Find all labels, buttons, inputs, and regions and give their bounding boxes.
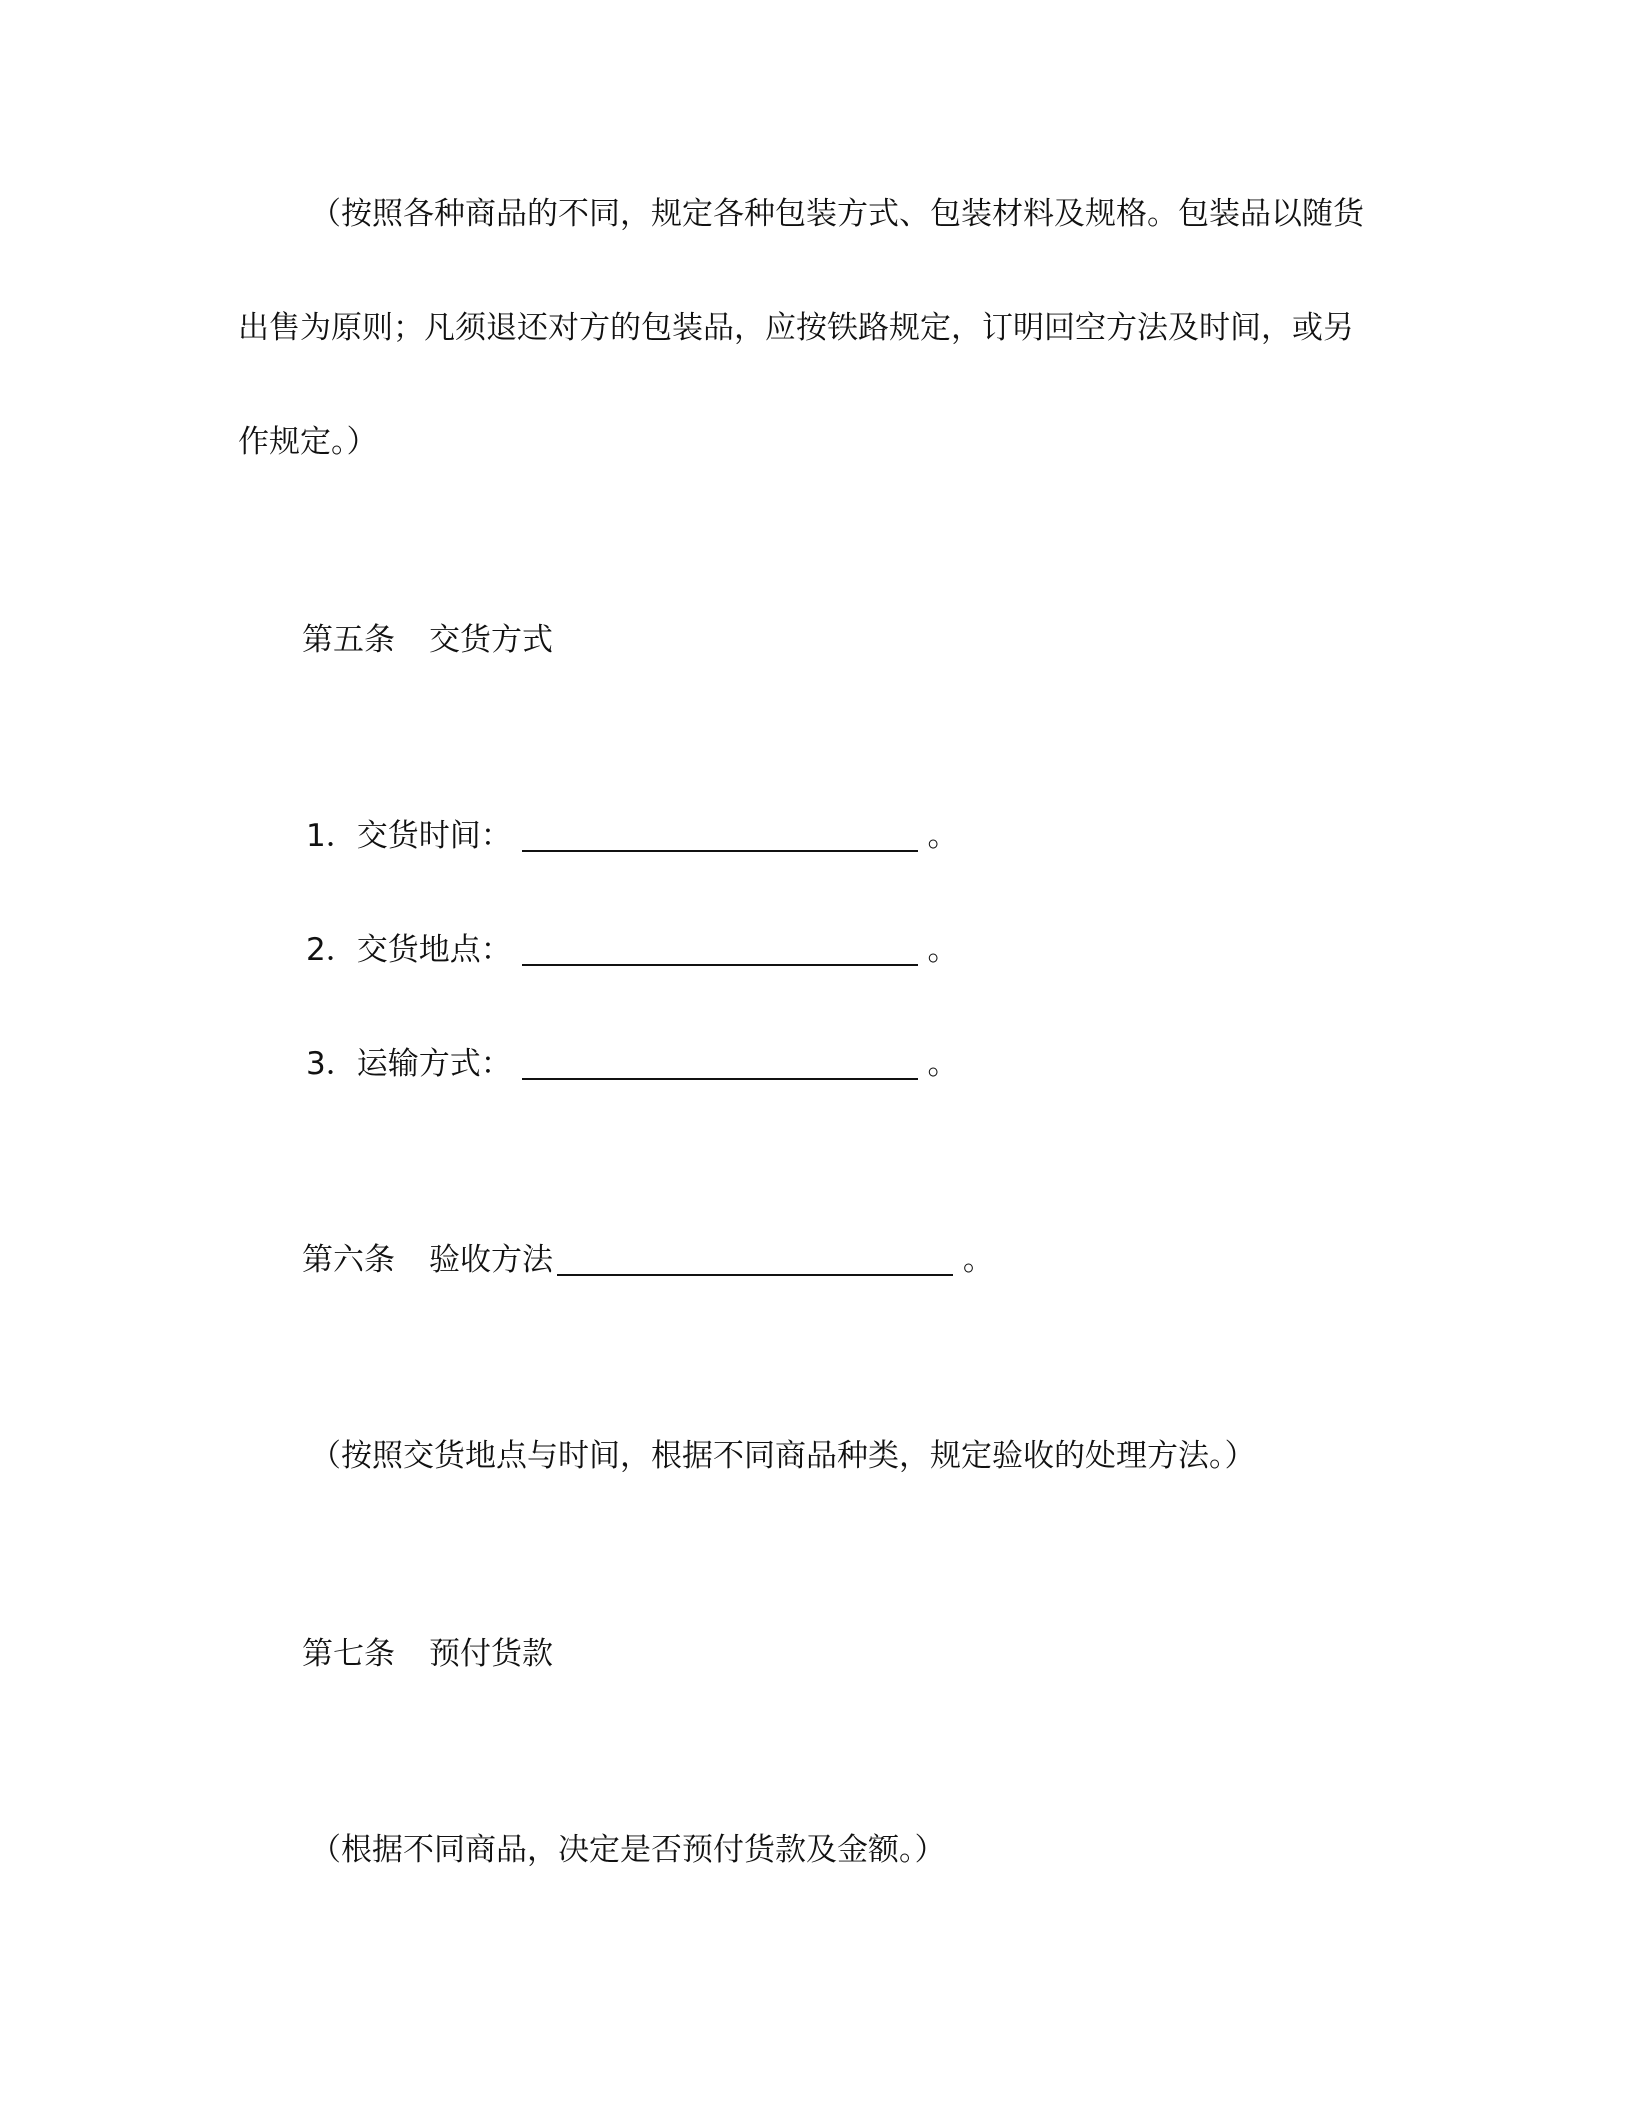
delivery-place-label: 2．交货地点：	[306, 932, 512, 968]
clause5-item-1	[306, 816, 958, 856]
clause7-note: （根据不同商品，决定是否预付货款及金额。）	[310, 1832, 946, 1868]
item-2-period: 。	[927, 932, 959, 968]
clause4-note-line-1: （按照各种商品的不同，规定各种包装方式、包装材料及规格。包装品以随货	[310, 196, 1364, 232]
clause7-number: 第七条	[302, 1636, 395, 1672]
clause5-item-3	[306, 1044, 958, 1084]
clause6-period: 。	[962, 1242, 994, 1278]
clause7-title: 预付货款	[429, 1636, 553, 1672]
item-1-period: 。	[927, 818, 959, 854]
transport-method-field[interactable]	[522, 1050, 918, 1080]
clause5-title: 交货方式	[429, 622, 553, 658]
clause6-note: （按照交货地点与时间，根据不同商品种类，规定验收的处理方法。）	[310, 1438, 1256, 1474]
delivery-time-field[interactable]	[522, 822, 918, 852]
clause5-item-2	[306, 930, 958, 970]
clause6-number: 第六条	[302, 1242, 395, 1278]
delivery-time-label: 1．交货时间：	[306, 818, 512, 854]
clause5-heading	[302, 620, 553, 660]
clause6-title: 验收方法	[429, 1242, 553, 1278]
clause5-number: 第五条	[302, 622, 395, 658]
clause7-heading	[302, 1634, 553, 1674]
acceptance-method-field[interactable]	[557, 1246, 953, 1276]
clause4-note-line-2: 出售为原则；凡须退还对方的包装品，应按铁路规定，订明回空方法及时间，或另	[238, 310, 1354, 346]
clause6-heading	[302, 1240, 994, 1280]
transport-method-label: 3．运输方式：	[306, 1046, 512, 1082]
delivery-place-field[interactable]	[522, 936, 918, 966]
item-3-period: 。	[927, 1046, 959, 1082]
clause4-note-line-3: 作规定。）	[238, 424, 378, 460]
